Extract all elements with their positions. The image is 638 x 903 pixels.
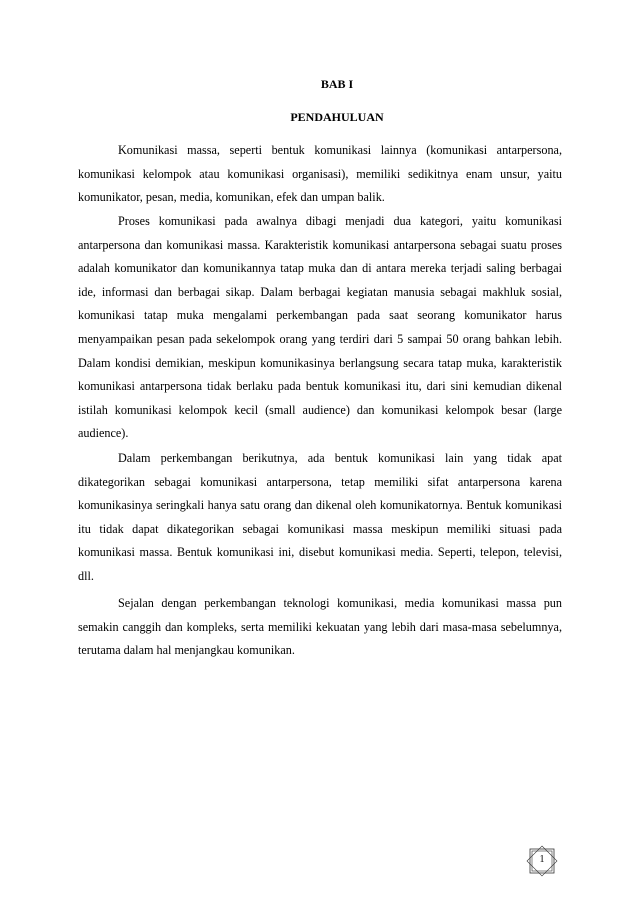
- page-number-badge: [526, 845, 558, 877]
- paragraph-text: Sejalan dengan perkembangan teknologi komunikasi, media komunikasi massa pun semakin canggih dan kompleks, serta memiliki kekuatan yang lebih dari masa-masa sebelumnya, terutama dalam hal menjangkau komunikan.: [78, 596, 562, 658]
- paragraph-text: Komunikasi massa, seperti bentuk komunikasi lainnya (komunikasi antarpersona, komunikasi kelompok atau komunikasi organisasi), memiliki sedikitnya enam unsur, yaitu komunikator, pesan, media, komunikan, efek dan umpan balik.: [78, 143, 562, 205]
- paragraph-text: Proses komunikasi pada awalnya dibagi menjadi dua kategori, yaitu komunikasi antarpersona dan komunikasi massa. Karakteristik komunikasi antarpersona sebagai suatu proses adalah komunikator dan komunikannya tatap muka dan di antara mereka terjadi saling berbagai ide, informasi dan berbagai sikap. Dalam berbagai kegiatan manusia sebagai makhluk sosial, komunikasi tatap muka mengalami perkembangan pada saat seorang komunikator harus menyampaikan pesan pada sekelompok orang yang terdiri dari 5 sampai 50 orang bahkan lebih. Dalam kondisi demikian, meskipun komunikasinya berlangsung secara tatap muka, karakteristik komunikasi antarpersona tidak berlaku pada bentuk komunikasi itu, dari sini kemudian dikenal istilah komunikasi kelompok kecil (small audience) dan komunikasi kelompok besar (large audience).: [78, 214, 562, 441]
- chapter-heading: BAB I: [320, 77, 354, 91]
- paragraph-4: [78, 592, 562, 663]
- chapter-title: PENDAHULUAN: [290, 110, 384, 124]
- paragraph-2: [78, 210, 562, 446]
- paragraph-3: [78, 447, 562, 589]
- page-number: 1: [539, 854, 545, 865]
- paragraph-1: [78, 139, 562, 210]
- paragraph-text: Dalam perkembangan berikutnya, ada bentuk komunikasi lain yang tidak apat dikategorikan sebagai komunikasi antarpersona, tetap memiliki sifat antarpersona karena komunikasinya seringkali hanya satu orang dan dikenal oleh komunikatornya. Bentuk komunikasi itu tidak dapat dikategorikan sebagai komunikasi massa meskipun memiliki situasi pada komunikasi massa. Bentuk komunikasi ini, disebut komunikasi media. Seperti, telepon, televisi, dll.: [78, 451, 562, 583]
